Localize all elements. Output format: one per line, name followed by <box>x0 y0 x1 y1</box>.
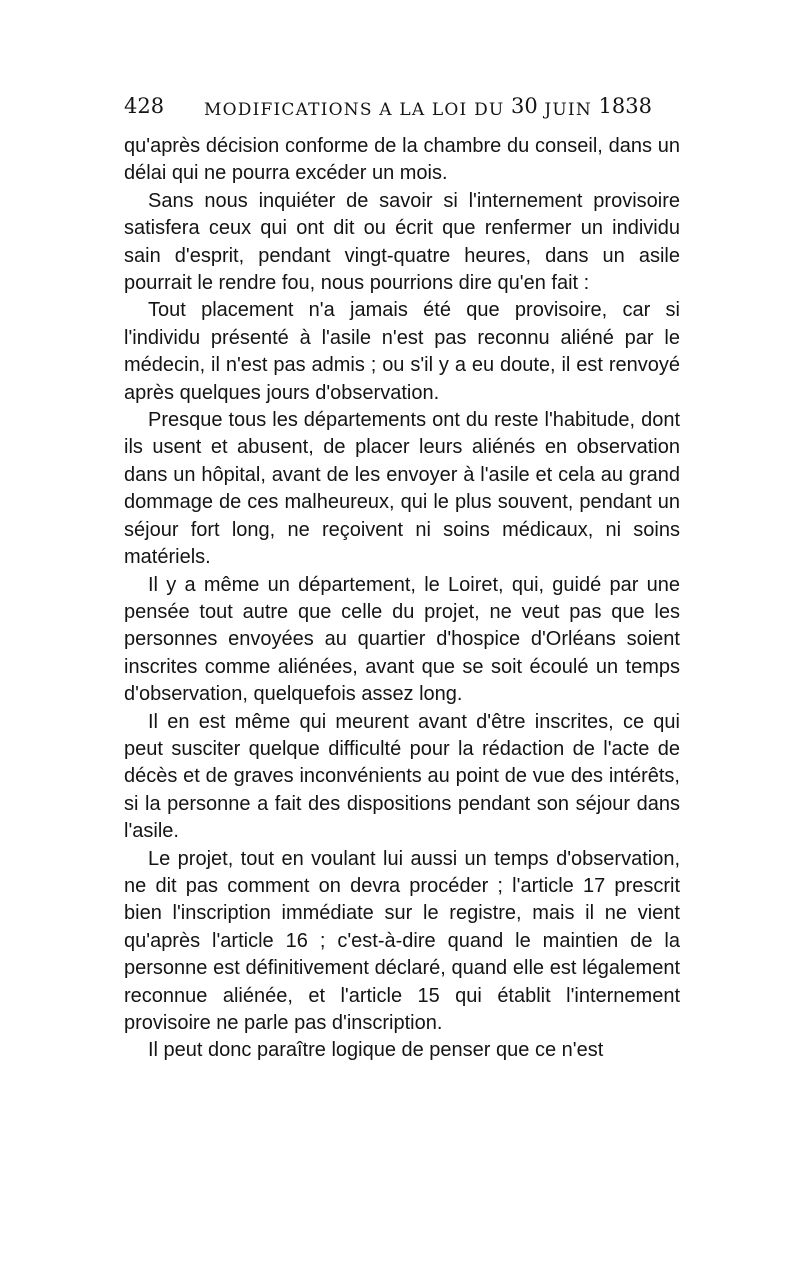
running-title-year: 1838 <box>598 94 652 118</box>
paragraph-1: qu'après décision conforme de la chambre du conseil, dans un délai qui ne pourra excéder un mois. <box>124 135 680 185</box>
paragraph-4: Presque tous les départements ont du reste l'habitude, dont ils usent et abusent, de placer leurs aliénés en observation dans un hôpital, avant de les envoyer à l'asile et cela au grand dommage de ces malheureux, qui le plus souvent, pendant un séjour fort long, ne reçoivent ni soins médicaux, ni soins matériels. <box>124 409 680 569</box>
page-number: 428 <box>124 94 165 118</box>
book-page <box>124 94 680 1065</box>
paragraph-6: Il en est même qui meurent avant d'être inscrites, ce qui peut susciter quelque difficulté pour la rédaction de l'acte de décès et de graves inconvénients au point de vue des intérêts, si la personne a fait des dispositions pendant son séjour dans l'asile. <box>124 710 680 843</box>
running-title-prefix: MODIFICATIONS A LA LOI DU <box>204 100 505 120</box>
paragraph-5: Il y a même un département, le Loiret, qui, guidé par une pensée tout autre que celle du projet, ne veut pas que les personnes envoyées au quartier d'hospice d'Orléans soient inscrites comme aliénées, avant que se soit écoulé un temps d'observation, quelquefois assez long. <box>124 573 680 706</box>
paragraph-8: Il peut donc paraître logique de penser que ce n'est <box>148 1039 604 1062</box>
running-title <box>204 96 652 120</box>
paragraph-7: Le projet, tout en voulant lui aussi un temps d'observation, ne dit pas comment on devra procéder ; l'article 17 prescrit bien l'inscription immédiate sur le registre, mais il ne vient qu'après l'article 16 ; c'est-à-dire quand le maintien de la personne est définitivement déclaré, quand elle est légalement reconnue aliénée, et l'article 15 qui établit l'internement provisoire ne parle pas d'inscription. <box>124 847 680 1034</box>
body-text <box>124 133 680 1065</box>
running-title-month: JUIN <box>544 100 592 120</box>
running-title-day: 30 <box>511 94 538 118</box>
page-header <box>124 94 680 124</box>
paragraph-3: Tout placement n'a jamais été que provisoire, car si l'individu présenté à l'asile n'est pas reconnu aliéné par le médecin, il n'est pas admis ; ou s'il y a eu doute, il est renvoyé après quelques jours d'observation. <box>124 299 680 404</box>
paragraph-2: Sans nous inquiéter de savoir si l'internement provisoire satisfera ceux qui ont dit ou écrit que renfermer un individu sain d'esprit, pendant vingt-quatre heures, dans un asile pourrait le rendre fou, nous pourrions dire qu'en fait : <box>124 189 680 295</box>
